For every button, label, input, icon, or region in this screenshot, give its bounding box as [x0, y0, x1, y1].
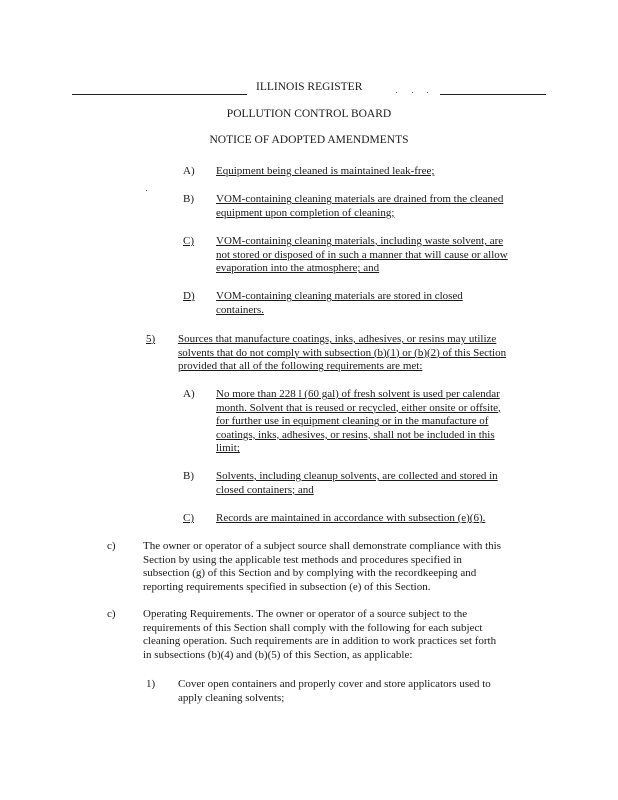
- item-text-line: Section by using the applicable test methods and procedures specified in: [143, 553, 462, 566]
- item-text-line: month. Solvent that is reused or recycled, either onsite or offsite,: [216, 401, 501, 414]
- item-text-line: Solvents, including cleanup solvents, are collected and stored in: [216, 470, 498, 482]
- item-text-line: Sources that manufacture coatings, inks, adhesives, or resins may utilize: [178, 333, 497, 345]
- item-text-line: subsection (g) of this Section and by complying with the recordkeeping and: [143, 567, 477, 580]
- scan-speck: [146, 190, 147, 191]
- item-text-line: containers.: [216, 303, 264, 316]
- scan-speck: [396, 92, 397, 93]
- item-label: 1): [146, 678, 156, 690]
- item-text-line: VOM-containing cleaning materials are drained from the cleaned: [216, 193, 504, 205]
- item-text-line: Equipment being cleaned is maintained leak-free;: [216, 165, 435, 177]
- item-text-line: Operating Requirements. The owner or operator of a source subject to the: [143, 608, 468, 620]
- item-text-line: limit;: [216, 442, 240, 455]
- item-text-line: evaporation into the atmosphere; and: [216, 262, 380, 275]
- item-text-line: No more than 228 l (60 gal) of fresh solvent is used per calendar: [216, 388, 500, 400]
- scan-speck: [412, 92, 413, 93]
- item-text-line: cleaning operation. Such requirements are in addition to work practices set forth: [143, 635, 497, 648]
- item-label: C): [183, 235, 194, 247]
- item-text-line: coatings, inks, adhesives, or resins, shall not be included in this: [216, 428, 495, 441]
- item-text-line: Records are maintained in accordance with subsection (e)(6).: [216, 512, 486, 524]
- item-text-line: in subsections (b)(4) and (b)(5) of this Section, as applicable:: [143, 648, 413, 661]
- item-label: A): [183, 165, 195, 177]
- header-rule-left: [72, 94, 247, 95]
- item-text-line: closed containers; and: [216, 483, 314, 496]
- item-label: B): [183, 470, 194, 482]
- item-text-line: VOM-containing cleaning materials, including waste solvent, are: [216, 235, 504, 247]
- item-text-line: Cover open containers and properly cover and store applicators used to: [178, 678, 491, 690]
- notice-title: NOTICE OF ADOPTED AMENDMENTS: [209, 134, 409, 146]
- item-text-line: provided that all of the following requirements are met:: [178, 360, 423, 373]
- agency-title: POLLUTION CONTROL BOARD: [226, 108, 392, 120]
- item-label: A): [183, 388, 195, 400]
- item-text-line: for further use in equipment cleaning or in the manufacture of: [216, 415, 489, 428]
- item-text-line: solvents that do not comply with subsection (b)(1) or (b)(2) of this Section: [178, 346, 507, 359]
- item-label: c): [107, 540, 116, 552]
- item-text-line: The owner or operator of a subject source shall demonstrate compliance with this: [143, 540, 501, 552]
- scan-speck: [427, 92, 428, 93]
- header-rule-right: [440, 94, 546, 95]
- item-label: c): [107, 608, 116, 620]
- item-text-line: VOM-containing cleaning materials are stored in closed: [216, 290, 463, 302]
- item-label: D): [183, 290, 195, 302]
- item-label: C): [183, 512, 194, 524]
- item-text-line: equipment upon completion of cleaning;: [216, 206, 395, 219]
- register-title: ILLINOIS REGISTER: [256, 81, 363, 93]
- item-label: 5): [146, 333, 156, 345]
- item-text-line: apply cleaning solvents;: [178, 691, 285, 704]
- item-text-line: not stored or disposed of in such a manner that will cause or allow: [216, 248, 508, 261]
- item-label: B): [183, 193, 194, 205]
- item-text-line: reporting requirements specified in subsection (e) of this Section.: [143, 580, 431, 593]
- item-text-line: requirements of this Section shall comply with the following for each subject: [143, 621, 483, 634]
